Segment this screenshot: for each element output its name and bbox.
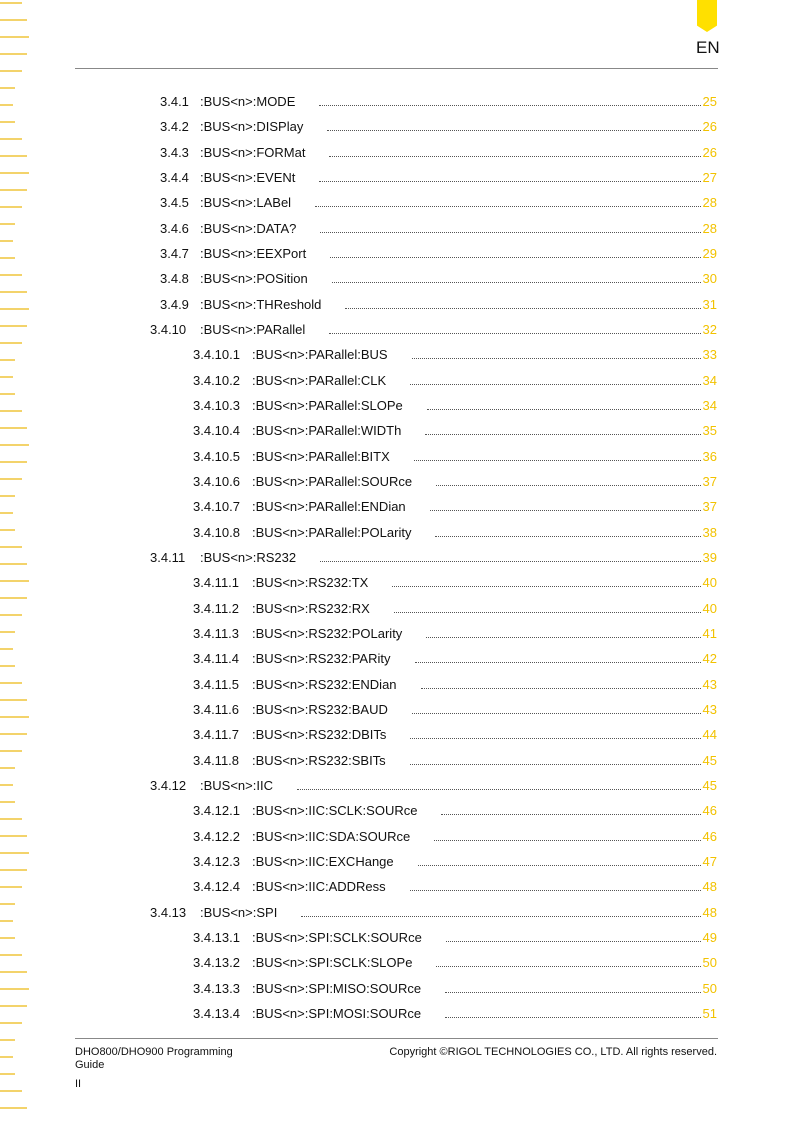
dot-leader [436, 965, 700, 967]
toc-title: :BUS<n>:PARallel:CLK [252, 372, 387, 388]
toc-page-link[interactable]: 34 [702, 397, 717, 413]
ruler-tick [0, 733, 27, 735]
toc-entry[interactable] [193, 955, 717, 973]
toc-number: 3.4.10.6 [193, 473, 240, 489]
dot-leader [441, 813, 700, 815]
toc-number: 3.4.10.1 [193, 347, 240, 363]
toc-page-link[interactable]: 37 [702, 473, 717, 489]
toc-number: 3.4.11.7 [193, 727, 240, 743]
dot-leader [319, 104, 700, 106]
toc-number: 3.4.2 [160, 119, 189, 135]
toc-title: :BUS<n>:RS232:ENDian [252, 676, 397, 692]
ruler-tick [0, 580, 29, 582]
toc-page-link[interactable]: 51 [702, 1005, 717, 1021]
ruler-tick [0, 631, 15, 633]
dot-leader [410, 737, 700, 739]
toc-page-link[interactable]: 31 [702, 296, 717, 312]
toc-number: 3.4.6 [160, 220, 189, 236]
ruler-tick [0, 920, 13, 922]
toc-entry[interactable] [193, 626, 717, 644]
ruler-tick [0, 53, 27, 55]
toc-title: :BUS<n>:PARallel [200, 321, 306, 337]
toc-entry[interactable] [193, 803, 717, 821]
ruler-tick [0, 1073, 15, 1075]
toc-title: :BUS<n>:IIC:SCLK:SOURce [252, 803, 418, 819]
toc-title: :BUS<n>:LABel [200, 195, 292, 211]
toc-number: 3.4.11.5 [193, 676, 240, 692]
toc-page-link[interactable]: 44 [702, 727, 717, 743]
toc-number: 3.4.11 [150, 549, 186, 565]
dot-leader [412, 712, 701, 714]
ruler-tick [0, 19, 27, 21]
ruler-tick [0, 393, 15, 395]
toc-number: 3.4.10 [150, 321, 187, 337]
ruler-tick [0, 410, 22, 412]
dot-leader [435, 535, 700, 537]
ruler-tick [0, 648, 13, 650]
dot-leader [329, 155, 700, 157]
toc-title: :BUS<n>:PARallel:ENDian [252, 499, 406, 515]
language-label: EN [696, 38, 720, 57]
ruler-tick [0, 376, 13, 378]
ruler-tick [0, 716, 29, 718]
ruler-tick [0, 427, 27, 429]
ruler-tick [0, 835, 27, 837]
ruler-tick [0, 699, 27, 701]
ruler-tick [0, 954, 22, 956]
dot-leader [327, 129, 700, 131]
toc-entry[interactable] [193, 474, 717, 492]
ruler-tick [0, 359, 15, 361]
toc-entry[interactable] [160, 246, 717, 264]
dot-leader [430, 509, 701, 511]
toc-page-link[interactable]: 27 [702, 169, 717, 185]
toc-title: :BUS<n>:POSition [200, 271, 308, 287]
toc-entry[interactable] [193, 879, 717, 897]
toc-title: :BUS<n>:DISPlay [200, 119, 304, 135]
ruler-tick [0, 121, 15, 123]
dot-leader [418, 864, 701, 866]
toc-page-link[interactable]: 49 [702, 929, 717, 945]
toc-number: 3.4.10.4 [193, 423, 240, 439]
ruler-tick [0, 1056, 13, 1058]
toc-entry[interactable] [150, 322, 717, 340]
dot-leader [410, 763, 701, 765]
dot-leader [412, 357, 701, 359]
toc-number: 3.4.12.2 [193, 828, 240, 844]
ruler-tick [0, 971, 27, 973]
dot-leader [410, 889, 701, 891]
toc-title: :BUS<n>:IIC:ADDRess [252, 879, 386, 895]
ruler-tick [0, 1090, 22, 1092]
ruler-tick [0, 529, 15, 531]
toc-number: 3.4.12.3 [193, 853, 240, 869]
toc-page-link[interactable]: 40 [702, 575, 717, 591]
toc-title: :BUS<n>:PARallel:BITX [252, 448, 390, 464]
dot-leader [394, 611, 701, 613]
toc-title: :BUS<n>:PARallel:WIDTh [252, 423, 402, 439]
ruler-tick [0, 563, 27, 565]
ruler-tick [0, 937, 15, 939]
ruler-tick [0, 801, 15, 803]
toc-entry[interactable] [193, 677, 717, 695]
toc-entry[interactable] [193, 981, 717, 999]
toc-title: :BUS<n>:SPI:MISO:SOURce [252, 980, 422, 996]
dot-leader [446, 940, 701, 942]
toc-entry[interactable] [160, 145, 717, 163]
ruler-tick [0, 257, 15, 259]
dot-leader [320, 560, 700, 562]
toc-title: :BUS<n>:EVENt [200, 169, 296, 185]
toc-title: :BUS<n>:SPI:SCLK:SLOPe [252, 955, 413, 971]
toc-page-link[interactable]: 26 [702, 119, 717, 135]
ruler-tick [0, 784, 13, 786]
toc-entry[interactable] [160, 271, 717, 289]
ruler-tick [0, 1107, 27, 1109]
toc-entry[interactable] [160, 195, 717, 213]
toc-title: :BUS<n>:PARallel:SOURce [252, 473, 413, 489]
header-divider [75, 68, 718, 69]
toc-entry[interactable] [193, 373, 717, 391]
toc-entry[interactable] [193, 651, 717, 669]
ruler-tick [0, 478, 22, 480]
ruler-tick [0, 2, 22, 4]
toc-number: 3.4.3 [160, 144, 189, 160]
toc-title: :BUS<n>:IIC:SDA:SOURce [252, 828, 411, 844]
dot-leader [297, 788, 701, 790]
toc-title: :BUS<n>:MODE [200, 94, 296, 109]
toc-page-link[interactable]: 39 [702, 549, 717, 565]
toc-entry[interactable] [193, 1006, 717, 1024]
toc-title: :BUS<n>:RS232:DBITs [252, 727, 387, 743]
toc-title: :BUS<n>:RS232:TX [252, 575, 369, 591]
page-number: II [75, 1078, 82, 1090]
dot-leader [330, 256, 700, 258]
toc-number: 3.4.5 [160, 195, 189, 211]
toc-title: :BUS<n>:RS232:SBITs [252, 752, 386, 768]
dot-leader [319, 180, 700, 182]
ruler-tick [0, 597, 27, 599]
toc-entry[interactable] [150, 905, 717, 923]
toc-entry[interactable] [160, 119, 717, 137]
toc-title: :BUS<n>:PARallel:POLarity [252, 524, 412, 540]
ruler-tick [0, 512, 13, 514]
toc-entry[interactable] [193, 930, 717, 948]
ruler-tick [0, 886, 22, 888]
dot-leader [434, 839, 700, 841]
toc-page-link[interactable]: 25 [702, 94, 717, 109]
dot-leader [436, 484, 700, 486]
toc-number: 3.4.10.7 [193, 499, 240, 515]
ruler-tick [0, 461, 27, 463]
ruler-tick [0, 852, 29, 854]
toc-number: 3.4.11.6 [193, 701, 240, 717]
toc-number: 3.4.9 [160, 296, 189, 312]
toc-title: :BUS<n>:SPI [200, 904, 278, 920]
toc-page-link[interactable]: 36 [702, 448, 717, 464]
toc-entry[interactable] [160, 94, 717, 112]
toc-page-link[interactable]: 34 [702, 372, 717, 388]
toc-entry[interactable] [193, 753, 717, 771]
toc-number: 3.4.10.5 [193, 448, 240, 464]
toc-number: 3.4.13.1 [193, 929, 240, 945]
toc-number: 3.4.12.1 [193, 803, 240, 819]
ruler-tick [0, 36, 29, 38]
toc-entry[interactable] [193, 423, 717, 441]
toc-title: :BUS<n>:DATA? [200, 220, 297, 236]
toc-number: 3.4.1 [160, 94, 189, 109]
toc-page-link[interactable]: 43 [702, 676, 717, 692]
toc-page-link[interactable]: 50 [702, 955, 717, 971]
toc-page-link[interactable]: 46 [702, 828, 717, 844]
toc-entry[interactable] [160, 297, 717, 315]
toc-page-link[interactable]: 35 [702, 423, 717, 439]
toc-page-link[interactable]: 38 [702, 524, 717, 540]
dot-leader [332, 281, 701, 283]
toc-entry[interactable] [193, 829, 717, 847]
toc-title: :BUS<n>:PARallel:SLOPe [252, 397, 403, 413]
toc-page-link[interactable]: 41 [702, 625, 717, 641]
toc-title: :BUS<n>:EEXPort [200, 245, 307, 261]
footer-divider [75, 1038, 718, 1039]
toc-entry[interactable] [193, 398, 717, 416]
toc-page-link[interactable]: 43 [702, 701, 717, 717]
ruler-tick [0, 274, 22, 276]
ruler-tick [0, 495, 15, 497]
ruler-tick [0, 903, 15, 905]
toc-page-link[interactable]: 37 [702, 499, 717, 515]
toc-entry[interactable] [160, 221, 717, 239]
toc-title: :BUS<n>:THReshold [200, 296, 322, 312]
footer-copyright: Copyright ©RIGOL TECHNOLOGIES CO., LTD. All rights reserved. [389, 1046, 717, 1058]
toc-title: :BUS<n>:RS232:RX [252, 600, 370, 616]
toc-page-link[interactable]: 48 [702, 904, 717, 920]
ruler-tick [0, 682, 22, 684]
ruler-tick [0, 240, 13, 242]
toc-page-link[interactable]: 47 [702, 853, 717, 869]
toc-number: 3.4.11.8 [193, 752, 240, 768]
ruler-tick [0, 223, 15, 225]
ruler-tick [0, 869, 27, 871]
toc-page-link[interactable]: 30 [702, 271, 717, 287]
toc-number: 3.4.13.2 [193, 955, 240, 971]
toc-page-link[interactable]: 33 [702, 347, 717, 363]
ruler-tick [0, 189, 27, 191]
ruler-tick [0, 172, 29, 174]
dot-leader [320, 231, 700, 233]
toc-page-link[interactable]: 45 [702, 777, 717, 793]
toc-entry[interactable] [160, 170, 717, 188]
ruler-tick [0, 87, 15, 89]
toc-entry[interactable] [193, 601, 717, 619]
footer-doc-title: DHO800/DHO900 Programming Guide [75, 1046, 233, 1071]
toc-entry[interactable] [193, 347, 717, 365]
toc-number: 3.4.7 [160, 245, 189, 261]
dot-leader [414, 459, 701, 461]
ruler-tick [0, 614, 22, 616]
ruler-tick [0, 342, 22, 344]
toc-number: 3.4.13.3 [193, 980, 240, 996]
toc-entry[interactable] [193, 449, 717, 467]
toc-page-link[interactable]: 28 [702, 220, 717, 236]
ruler-tick [0, 1005, 27, 1007]
dot-leader [421, 687, 701, 689]
toc-entry[interactable] [193, 727, 717, 745]
dot-leader [410, 383, 700, 385]
toc-number: 3.4.12 [150, 777, 187, 793]
toc-page-link[interactable]: 28 [702, 195, 717, 211]
toc-page-link[interactable]: 46 [702, 803, 717, 819]
dot-leader [445, 1016, 700, 1018]
toc-entry[interactable] [150, 550, 717, 568]
toc-number: 3.4.10.2 [193, 372, 240, 388]
ruler-tick [0, 546, 22, 548]
toc-page-link[interactable]: 50 [702, 980, 717, 996]
dot-leader [415, 661, 701, 663]
toc-title: :BUS<n>:IIC:EXCHange [252, 853, 394, 869]
toc-number: 3.4.13.4 [193, 1005, 240, 1021]
toc-title: :BUS<n>:RS232 [200, 549, 297, 565]
toc-number: 3.4.13 [150, 904, 187, 920]
toc-entry[interactable] [193, 499, 717, 517]
toc-entry[interactable] [193, 702, 717, 720]
toc-number: 3.4.8 [160, 271, 189, 287]
language-tab-marker [697, 0, 717, 32]
toc-number: 3.4.11.4 [193, 651, 240, 667]
dot-leader [315, 205, 700, 207]
dot-leader [329, 332, 700, 334]
toc-title: :BUS<n>:RS232:PARity [252, 651, 391, 667]
toc-page-link[interactable]: 45 [702, 752, 717, 768]
ruler-tick [0, 308, 29, 310]
ruler-tick [0, 665, 15, 667]
ruler-tick [0, 325, 27, 327]
toc-title: :BUS<n>:FORMat [200, 144, 306, 160]
toc-entry[interactable] [193, 525, 717, 543]
dot-leader [301, 915, 700, 917]
toc-number: 3.4.11.3 [193, 625, 240, 641]
ruler-tick [0, 750, 22, 752]
toc-number: 3.4.11.2 [193, 600, 240, 616]
toc-page-link[interactable]: 42 [702, 651, 717, 667]
ruler-tick [0, 70, 22, 72]
dot-leader [392, 585, 700, 587]
toc-number: 3.4.10.8 [193, 524, 240, 540]
toc-page-link[interactable]: 32 [702, 321, 717, 337]
toc-page-link[interactable]: 26 [702, 144, 717, 160]
toc-number: 3.4.4 [160, 169, 189, 185]
toc-entry[interactable] [150, 778, 717, 796]
toc-title: :BUS<n>:PARallel:BUS [252, 347, 388, 363]
dot-leader [445, 991, 700, 993]
toc-number: 3.4.12.4 [193, 879, 240, 895]
toc-title: :BUS<n>:IIC [200, 777, 273, 793]
toc-title: :BUS<n>:RS232:BAUD [252, 701, 388, 717]
ruler-tick [0, 1039, 15, 1041]
toc-title: :BUS<n>:SPI:SCLK:SOURce [252, 929, 422, 945]
ruler-tick [0, 767, 15, 769]
toc-title: :BUS<n>:RS232:POLarity [252, 625, 403, 641]
toc-page-link[interactable]: 40 [702, 600, 717, 616]
toc-page-link[interactable]: 48 [702, 879, 717, 895]
ruler-tick [0, 155, 27, 157]
toc-page-link[interactable]: 29 [702, 245, 717, 261]
dot-leader [427, 408, 701, 410]
toc-entry[interactable] [193, 854, 717, 872]
ruler-tick [0, 988, 29, 990]
ruler-tick [0, 104, 13, 106]
ruler-tick [0, 818, 22, 820]
toc-number: 3.4.11.1 [193, 575, 240, 591]
toc-title: :BUS<n>:SPI:MOSI:SOURce [252, 1005, 422, 1021]
toc-number: 3.4.10.3 [193, 397, 240, 413]
ruler-tick [0, 138, 22, 140]
dot-leader [345, 307, 700, 309]
toc-entry[interactable] [193, 575, 717, 593]
ruler-tick [0, 291, 27, 293]
ruler-tick [0, 1022, 22, 1024]
ruler-tick [0, 444, 29, 446]
dot-leader [425, 433, 700, 435]
ruler-tick [0, 206, 22, 208]
dot-leader [426, 636, 700, 638]
